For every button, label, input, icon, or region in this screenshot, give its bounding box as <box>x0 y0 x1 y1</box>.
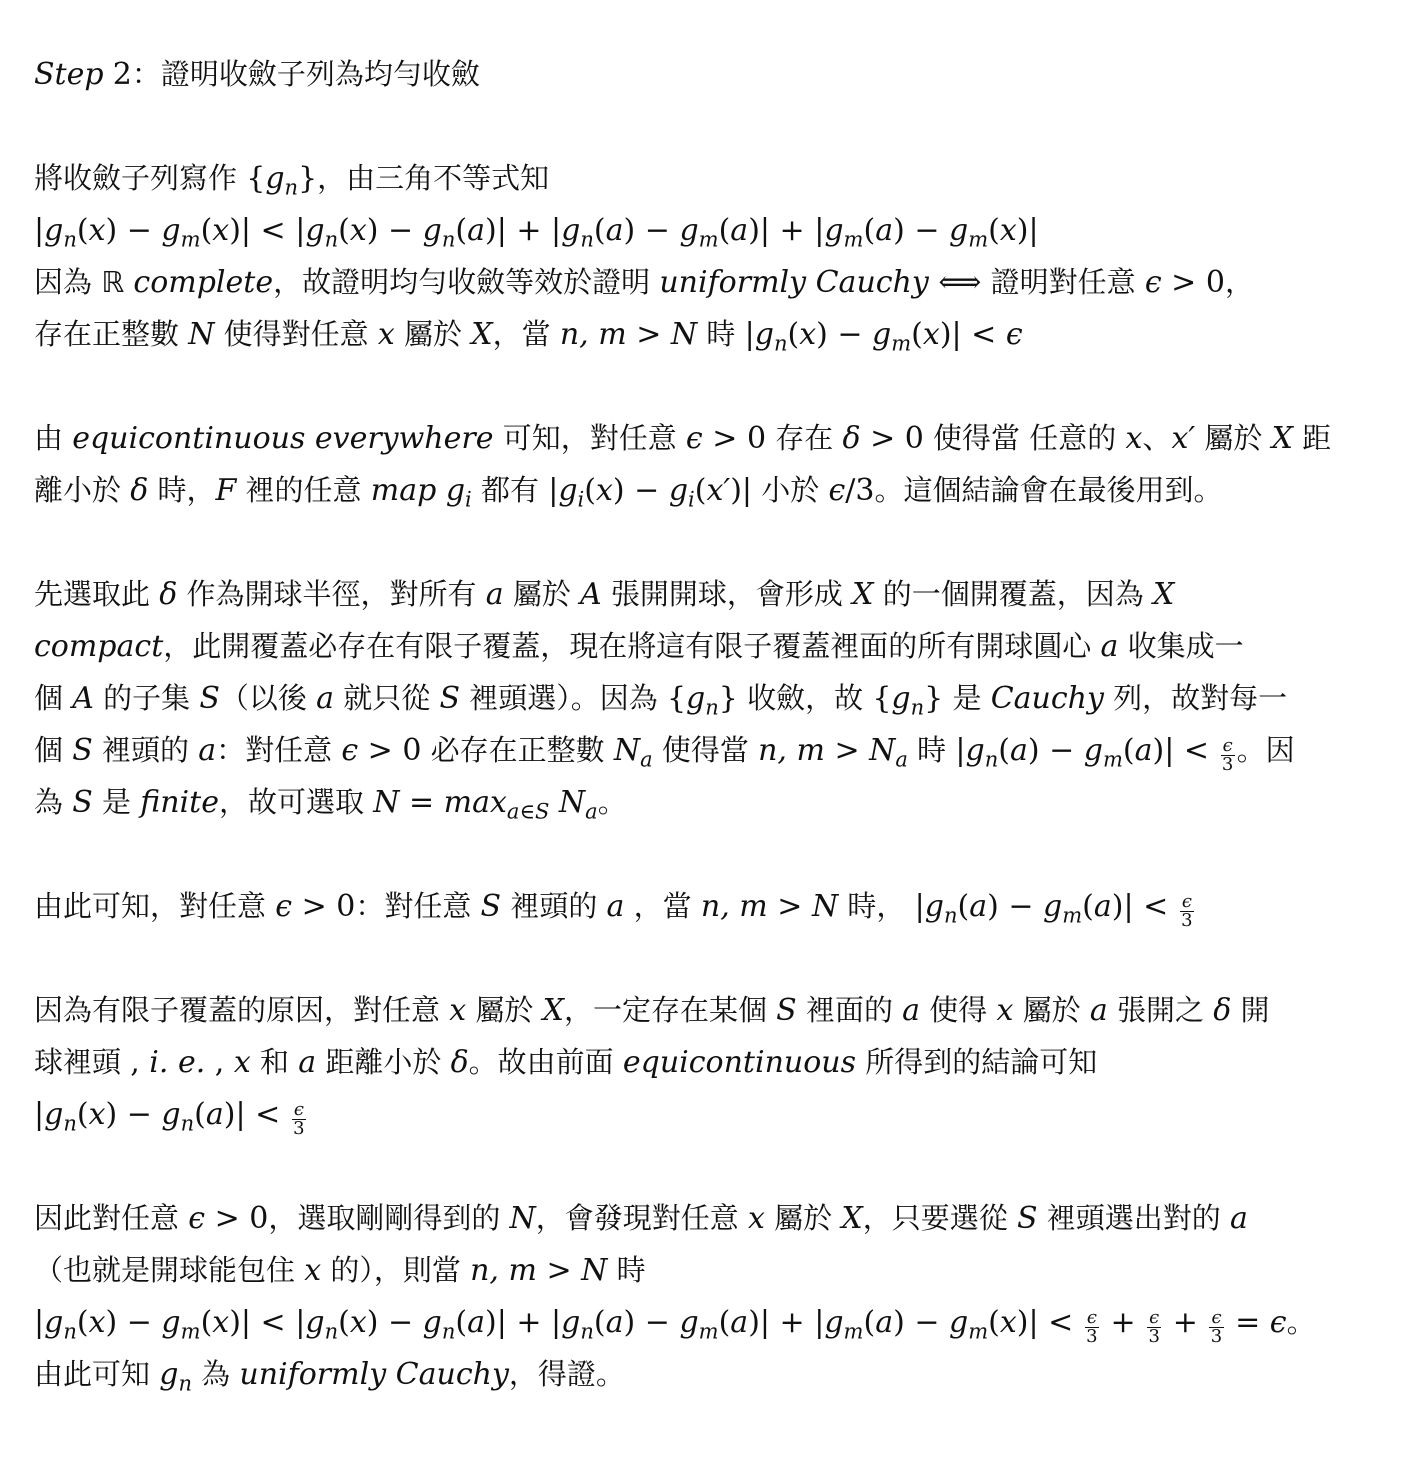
math: n, $m > N_a$ <box>758 733 908 772</box>
math: S <box>199 681 220 716</box>
math: n, m > N <box>470 1253 608 1288</box>
line-11: 先選取此 δ 作為開球半徑，對所有 a 屬於 A 張開開球，會形成 X 的一個開覆蓋，因為 X <box>34 577 1175 612</box>
math: 2 <box>112 57 132 92</box>
math: S <box>439 681 460 716</box>
math: $|g_n(x) - g_n(a)|$ < $\frac{\epsilon}{3}$ <box>34 1097 305 1139</box>
math: ϵ > 0 <box>1144 265 1225 300</box>
math: $N = \max_{a\in S} N_a$ <box>373 785 598 824</box>
math: a <box>198 733 217 768</box>
math: compact <box>34 629 164 664</box>
math: $g_n$ <box>159 1357 192 1396</box>
math: complete <box>133 265 274 300</box>
fraction: $\frac{\epsilon}{3}$ <box>1221 734 1234 775</box>
blank-line <box>34 516 1392 568</box>
math: x <box>748 1201 765 1236</box>
math: S <box>72 733 93 768</box>
math: a <box>316 681 334 716</box>
math: a <box>298 1045 317 1080</box>
blank-line <box>34 360 1392 412</box>
line-25: $|g_n(x) - g_m(x)| < |g_n(x) - g_n(a)| + |g_n(a) - g_m(a)| + |g_m(a) - g_m(x)|$ < $\frac{\epsilon}{3}$ + $\frac{\epsilon}{3}$ + $\frac{\epsilon}{3}$ = ϵ。 <box>34 1305 1316 1347</box>
math: X <box>471 317 493 352</box>
line-5: 因為 ℝ complete，故證明均勻收斂等效於證明 uniformly Cauchy ⟺ 證明對任意 ϵ > 0， <box>34 265 1254 300</box>
math: A <box>580 577 602 612</box>
math: X <box>1152 577 1175 612</box>
math: δ <box>1213 993 1232 1028</box>
math: ϵ > 0 <box>685 421 767 456</box>
math: A <box>72 681 94 716</box>
math: $N_a$ <box>613 733 653 772</box>
math: uniformly Cauchy ⟺ <box>659 265 982 300</box>
math: $|g_n(x) - g_m(x)| < |g_n(x) - g_n(a)| + |g_n(a) - g_m(a)| + |g_m(a) - g_m(x)|$ < $\frac{\epsilon}{3}$ + $\frac{\epsilon}{3}$ + $\frac{\epsilon}{3}$ = ϵ <box>34 1305 1287 1347</box>
line-1: Step 2：證明收斂子列為均勻收斂 <box>34 57 480 92</box>
fraction: $\frac{\epsilon}{3}$ <box>1210 1306 1223 1347</box>
math: $|g_n(x) - g_m(x)| < |g_n(x) - g_n(a)| + |g_n(a) - g_m(a)| + |g_m(a) - g_m(x)|$ <box>34 213 1039 252</box>
math: δ <box>159 577 178 612</box>
math: N <box>188 317 215 352</box>
math: , i. e. , x <box>130 1045 251 1080</box>
line-8: 由 equicontinuous everywhere 可知，對任意 ϵ > 0 存在 δ > 0 使得當 任意的 x、x′ 屬於 X 距 <box>34 421 1332 456</box>
math: a <box>1100 629 1119 664</box>
math: $\{g_n\}$ <box>666 681 738 720</box>
math: Step <box>34 57 104 92</box>
math: ϵ/3 <box>828 473 875 508</box>
math: δ <box>450 1045 469 1080</box>
line-23: 因此對任意 ϵ > 0，選取剛剛得到的 N，會發現對任意 x 屬於 X，只要選從 S 裡頭選出對的 a <box>34 1201 1248 1236</box>
math: finite <box>140 785 219 820</box>
math: a <box>1089 993 1108 1028</box>
math: $|g_n(x) - g_m(x)| < \epsilon$ <box>744 317 1023 356</box>
math: a <box>606 889 625 924</box>
math: $|g_n(a) - g_m(a)|$ < $\frac{\epsilon}{3}$ <box>914 889 1193 931</box>
math: $|g_n(a) - g_m(a)|$ < $\frac{\epsilon}{3}$ <box>955 733 1234 775</box>
line-12: compact，此開覆蓋必存在有限子覆蓋，現在將這有限子覆蓋裡面的所有開球圓心 a 收集成一 <box>34 629 1244 664</box>
fraction: $\frac{\epsilon}{3}$ <box>1148 1306 1160 1347</box>
math: a <box>902 993 921 1028</box>
math: map $g_i$ <box>370 473 472 512</box>
fraction: $\frac{\epsilon}{3}$ <box>293 1098 305 1139</box>
math: x <box>304 1253 322 1288</box>
line-6: 存在正整數 N 使得對任意 x 屬於 X，當 n, m > N 時 $|g_n(x) - g_m(x)| < \epsilon$ <box>34 317 1023 356</box>
line-20: 球裡頭 , i. e. , x 和 a 距離小於 δ。故由前面 equicontinuous 所得到的結論可知 <box>34 1045 1098 1080</box>
math: x′ <box>1171 421 1196 456</box>
math: S <box>480 889 502 924</box>
math: x <box>377 317 395 352</box>
math: equicontinuous everywhere <box>72 421 494 456</box>
blank-line <box>34 100 1392 152</box>
math: S <box>1016 1201 1038 1236</box>
math: a <box>485 577 504 612</box>
math: x <box>1125 421 1143 456</box>
math: ϵ > 0 <box>341 733 422 768</box>
math: X <box>1271 421 1293 456</box>
line-26: 由此可知 $g_n$ 為 uniformly Cauchy，得證。 <box>34 1357 625 1396</box>
math: δ > 0 <box>842 421 924 456</box>
line-13: 個 A 的子集 S（以後 a 就只從 S 裡頭選）。因為 $\{g_n\}$ 收斂，故 $\{g_n\}$ 是 Cauchy 列，故對每一 <box>34 681 1288 720</box>
line-4 <box>34 204 1392 256</box>
math: $\{g_n\}$ <box>872 681 944 720</box>
math: δ <box>130 473 149 508</box>
math: X <box>852 577 874 612</box>
line-17: 由此可知，對任意 ϵ > 0：對任意 S 裡頭的 a ，當 n, m > N 時， $|g_n(a) - g_m(a)|$ < $\frac{\epsilon}{3}$ <box>34 880 1392 932</box>
math: X <box>841 1201 863 1236</box>
fraction: $\frac{\epsilon}{3}$ <box>1181 890 1193 931</box>
math: $|g_i(x) - g_i(x')|$ <box>548 473 753 512</box>
math: S <box>72 785 93 820</box>
math: x <box>996 993 1014 1028</box>
blank-line <box>34 1140 1392 1192</box>
math: $\{g_n\}$ <box>246 161 318 200</box>
math: S <box>776 993 797 1028</box>
line-19: 因為有限子覆蓋的原因，對任意 x 屬於 X，一定存在某個 S 裡面的 a 使得 x 屬於 a 張開之 δ 開 <box>34 993 1270 1028</box>
math: x <box>449 993 467 1028</box>
blank-line <box>34 828 1392 880</box>
math: N <box>509 1201 536 1236</box>
line-24: （也就是開球能包住 x 的），則當 n, m > N 時 <box>34 1253 646 1288</box>
line-15: 為 S 是 finite，故可選取 $N = \max_{a\in S} N_a$。 <box>34 785 627 824</box>
line-9: 離小於 δ 時，F 裡的任意 map $g_i$ 都有 $|g_i(x) - g_i(x')|$ 小於 ϵ/3。這個結論會在最後用到。 <box>34 473 1223 512</box>
math: ϵ > 0 <box>188 1201 269 1236</box>
blank-line <box>34 932 1392 984</box>
math: n, m > N <box>559 317 698 352</box>
math: Cauchy <box>990 681 1104 716</box>
fraction: $\frac{\epsilon}{3}$ <box>1086 1306 1098 1347</box>
math: uniformly Cauchy <box>239 1357 509 1392</box>
math: ϵ > 0 <box>275 889 356 924</box>
math: F <box>215 473 237 508</box>
math: X <box>542 993 564 1028</box>
math: n, m > N <box>700 889 839 924</box>
line-21 <box>34 1088 1392 1140</box>
line-14: 個 S 裡頭的 a：對任意 ϵ > 0 必存在正整數 $N_a$ 使得當 n, $m > N_a$ 時 $|g_n(a) - g_m(a)|$ < $\frac{\epsilon}{3}$ 。因 <box>34 733 1295 775</box>
math: a <box>1229 1201 1248 1236</box>
line-3: 將收斂子列寫作 $\{g_n\}$，由三角不等式知 <box>34 161 550 200</box>
math: equicontinuous <box>622 1045 856 1080</box>
